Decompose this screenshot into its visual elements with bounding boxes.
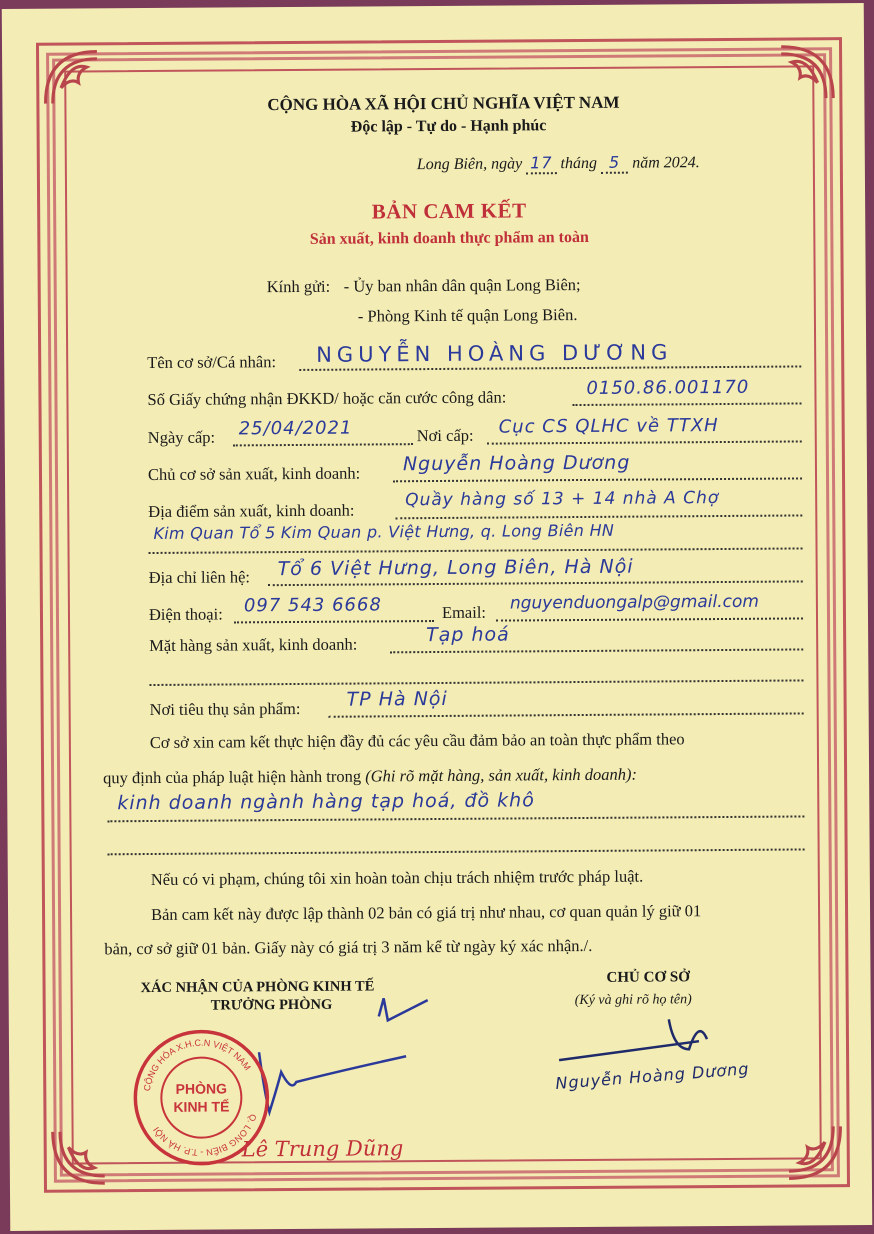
market-value: TP Hà Nội (346, 687, 448, 711)
date-line (417, 152, 700, 174)
commitment-value: kinh doanh ngành hàng tạp hoá, đồ khô (117, 789, 535, 815)
right-signature-note: (Ký và ghi rõ họ tên) (574, 992, 692, 1009)
issue-date-label: Ngày cấp: (147, 427, 216, 448)
cert-label: Số Giấy chứng nhận ĐKKD/ hoặc căn cước công dân: (147, 387, 507, 410)
copies-line2: bản, cơ sở giữ 01 bản. Giấy này có giá trị 3 năm kể từ ngày ký xác nhận./. (104, 935, 593, 959)
owner-value: Nguyễn Hoàng Dương (402, 451, 631, 476)
head-signature-name: Lê Trung Dũng (241, 1136, 404, 1162)
violation-statement: Nếu có vi phạm, chúng tôi xin hoàn toàn chịu trách nhiệm trước pháp luật. (150, 866, 644, 890)
owner-label: Chủ cơ sở sản xuất, kinh doanh: (147, 463, 361, 485)
stamp-line1: PHÒNG (175, 1080, 228, 1097)
left-signature-subtitle: TRƯỞNG PHÒNG (210, 996, 333, 1014)
document-subtitle: Sản xuất, kinh doanh thực phẩm an toàn (309, 228, 589, 248)
date-year: năm 2024. (632, 154, 700, 172)
left-signature-mark-icon (238, 970, 559, 1152)
recipients-label: Kính gửi: (266, 276, 331, 297)
issue-date-value: 25/04/2021 (238, 417, 353, 440)
contact-label: Địa chỉ liên hệ: (148, 567, 251, 588)
issue-place-value: Cục CS QLHC về TTXH (498, 415, 719, 438)
commitment-line2: quy định của pháp luật hiện hành trong (Ghi rõ mặt hàng, sản xuất, kinh doanh): (103, 764, 638, 788)
name-label: Tên cơ sở/Cá nhân: (147, 352, 277, 373)
date-day: 17 (530, 153, 553, 173)
document-title: BẢN CAM KẾT (371, 198, 527, 224)
email-value: nguyenduongalp@gmail.com (509, 591, 760, 614)
owner-signature-name: Nguyễn Hoàng Dương (554, 1059, 751, 1093)
location-value-line2: Kim Quan Tổ 5 Kim Quan p. Việt Hưng, q. Long Biên HN (153, 520, 615, 543)
date-month-label: tháng (560, 154, 598, 173)
corner-ornament-icon (784, 1121, 846, 1183)
location-value-line1: Quầy hàng số 13 + 14 nhà A Chợ (405, 488, 720, 511)
phone-value: 097 543 6668 (243, 594, 382, 617)
document-paper (2, 3, 873, 1231)
date-prefix: Long Biên, ngày (416, 155, 523, 174)
date-month: 5 (608, 152, 621, 172)
cert-value: 0150.86.001170 (586, 376, 750, 399)
copies-line1: Bản cam kết này được lập thành 02 bản có giá trị như nhau, cơ quan quản lý giữ 01 (151, 901, 702, 925)
goods-value: Tạp hoá (426, 623, 510, 647)
country-name: CỘNG HÒA XÃ HỘI CHỦ NGHĨA VIỆT NAM (267, 92, 620, 115)
left-signature-title: XÁC NHẬN CỦA PHÒNG KINH TẾ (140, 978, 375, 997)
right-signature-mark-icon (549, 1003, 810, 1115)
stamp-line2: KINH TẾ (173, 1098, 230, 1115)
goods-label: Mặt hàng sản xuất, kinh doanh: (149, 634, 358, 656)
name-value: NGUYỄN HOÀNG DƯƠNG (316, 340, 673, 367)
national-motto: Độc lập - Tự do - Hạnh phúc (350, 117, 547, 136)
stamp-ring-top: CỘNG HÒA X.H.C.N VIỆT NAM (141, 1037, 253, 1092)
market-label: Nơi tiêu thụ sản phẩm: (149, 698, 301, 720)
commitment-line1: Cơ sở xin cam kết thực hiện đầy đủ các yêu cầu đảm bảo an toàn thực phẩm theo (149, 729, 685, 753)
official-stamp (131, 1027, 272, 1168)
commitment-note: (Ghi rõ mặt hàng, sản xuất, kinh doanh): (365, 764, 638, 786)
contact-value: Tổ 6 Việt Hưng, Long Biên, Hà Nội (277, 555, 634, 581)
stamp-ring-bottom: Q. LONG BIÊN - T.P. HÀ NỘI (151, 1112, 259, 1158)
right-signature-title: CHỦ CƠ SỞ (606, 969, 690, 986)
corner-ornament-icon (48, 1126, 110, 1188)
email-label: Email: (441, 602, 487, 622)
phone-label: Điện thoại: (148, 604, 223, 625)
recipient-2: - Phòng Kinh tế quận Long Biên. (357, 305, 578, 326)
location-label: Địa điểm sản xuất, kinh doanh: (148, 500, 355, 522)
issue-place-label: Nơi cấp: (416, 425, 474, 446)
recipient-1: - Ủy ban nhân dân quận Long Biên; (343, 274, 581, 296)
